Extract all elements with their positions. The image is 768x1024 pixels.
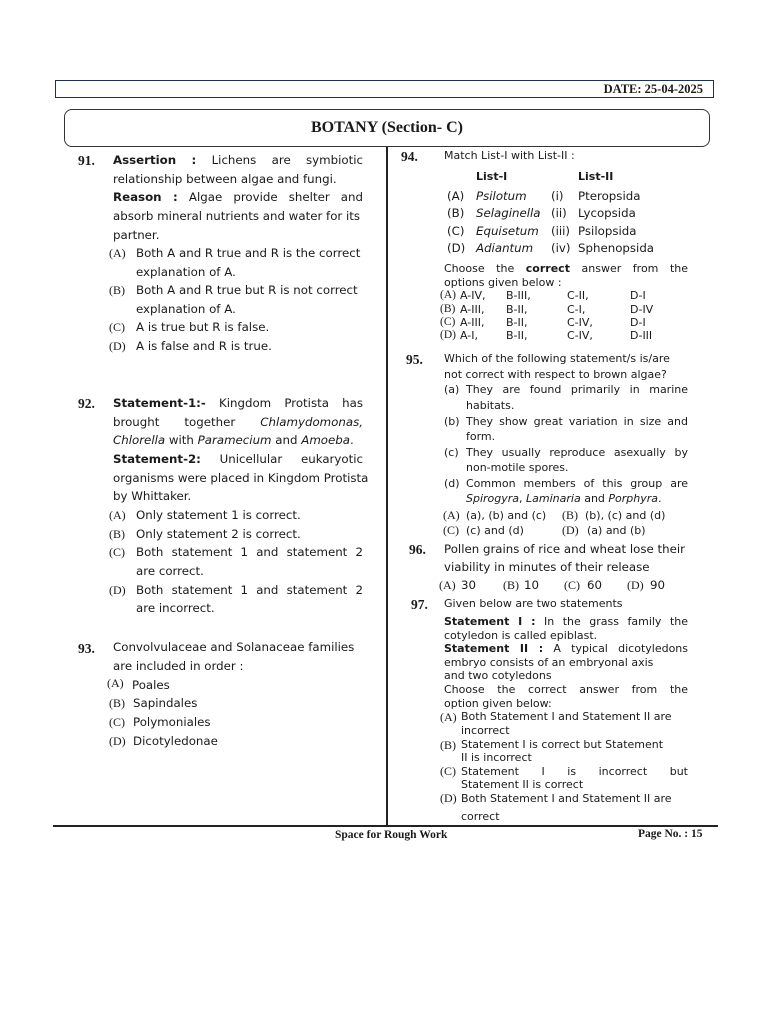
question-number: 93. <box>78 641 95 656</box>
option-text: Only statement 2 is correct. <box>136 527 301 541</box>
choose-line-1: Choose the correct answer from the <box>444 683 688 696</box>
option-text: (a) and (b) <box>587 524 646 537</box>
option-part: C-I, <box>567 303 586 316</box>
word: with <box>165 433 198 447</box>
option-label: (A) <box>440 289 456 301</box>
question-number: 91. <box>78 153 95 168</box>
option-part: C-II, <box>567 289 589 302</box>
assertion-line-1 <box>113 151 363 170</box>
column-divider <box>386 147 388 825</box>
word: and <box>271 433 302 447</box>
word: . <box>350 433 354 447</box>
option-label: (D) <box>109 339 126 353</box>
species-name: Paramecium <box>197 433 272 447</box>
choose-line-1 <box>444 262 688 276</box>
row-roman: (iii) <box>551 224 571 238</box>
question-number: 92. <box>78 396 95 411</box>
statement-2-line-1 <box>444 642 688 656</box>
choose-line-2: options given below : <box>444 276 562 289</box>
item-label: (d) <box>444 477 460 490</box>
question-number: 96. <box>409 542 426 557</box>
question-stem: Match List-I with List-II : <box>444 149 575 162</box>
item-text: Common members of this group are <box>466 477 688 490</box>
date-bar <box>55 80 714 98</box>
option-label: (D) <box>440 329 456 341</box>
question-text-line-1: Which of the following statement/s is/are <box>444 352 670 365</box>
word: Choose the <box>444 262 515 275</box>
question-number: 95. <box>406 352 423 367</box>
option-label: (D) <box>562 523 579 537</box>
option-text: 60 <box>587 578 603 592</box>
row-label: (B) <box>447 206 465 220</box>
option-part: C-IV, <box>567 329 593 342</box>
item-text-2: habitats. <box>466 399 515 412</box>
row-roman: (iv) <box>551 241 571 255</box>
option-label: (B) <box>109 283 125 297</box>
option-text: Both statement 1 and statement 2 <box>136 583 363 597</box>
row-label: (C) <box>447 224 465 238</box>
emphasis: correct <box>525 262 570 275</box>
list-1-item: Psilotum <box>476 189 527 203</box>
item-label: (c) <box>444 446 459 459</box>
statement-1-line-1 <box>444 615 688 629</box>
statement-2-label: Statement-2: <box>113 452 201 466</box>
option-part: B-II, <box>506 303 528 316</box>
statement-2-line-2: organisms were placed in Kingdom Protista <box>113 471 369 485</box>
option-text: A is true but R is false. <box>136 320 270 334</box>
statement-2-text: Unicellular eukaryotic <box>219 452 363 466</box>
option-text-2: explanation of A. <box>136 265 236 279</box>
list-2-item: Psilopsida <box>578 224 637 238</box>
option-label: (B) <box>109 527 125 541</box>
option-text: Both Statement I and Statement II are <box>461 792 672 805</box>
word: . <box>658 492 662 505</box>
species-name: Laminaria <box>526 492 581 505</box>
row-label: (D) <box>447 241 466 255</box>
question-number: 94. <box>401 149 418 164</box>
list-1-header: List-I <box>476 170 508 183</box>
option-label: (A) <box>440 710 457 724</box>
option-text-2: explanation of A. <box>136 302 236 316</box>
footer-divider <box>53 825 718 827</box>
reason-line-1 <box>113 188 363 207</box>
option-label: (B) <box>503 578 519 592</box>
option-label: (A) <box>107 676 124 690</box>
option-label: (B) <box>109 696 125 710</box>
option-label: (A) <box>109 246 126 260</box>
statement-2-line-3: and two cotyledons <box>444 669 552 682</box>
question-text-line-2: are included in order : <box>113 659 244 673</box>
question-text-line-1: Pollen grains of rice and wheat lose their <box>444 542 685 556</box>
list-2-header: List-II <box>578 170 614 183</box>
statement-1-text: Kingdom Protista has <box>218 396 363 410</box>
question-stem: Given below are two statements <box>444 597 623 610</box>
statement-1-text: In the grass family the <box>544 615 688 628</box>
word: , <box>519 492 527 505</box>
option-label: (D) <box>627 578 644 592</box>
statement-2-label: Statement II : <box>444 642 544 655</box>
option-text: A is false and R is true. <box>136 339 272 353</box>
section-title-box <box>64 109 710 147</box>
item-text-2 <box>466 492 662 506</box>
option-part: B-III, <box>506 289 531 302</box>
option-label: (C) <box>440 316 456 328</box>
option-label: (C) <box>109 545 125 559</box>
reason-line-3: partner. <box>113 228 160 242</box>
option-text-2: II is incorrect <box>461 751 532 764</box>
word: answer from the <box>581 262 689 275</box>
option-text: 30 <box>461 578 477 592</box>
option-text-2: incorrect <box>461 724 510 737</box>
option-part: D-IV <box>630 303 654 316</box>
option-text: (b), (c) and (d) <box>585 509 666 522</box>
list-1-item: Selaginella <box>476 206 541 220</box>
option-label: (C) <box>564 578 580 592</box>
reason-text: Algae provide shelter and <box>188 190 363 204</box>
option-text: Dicotyledonae <box>133 734 218 748</box>
species-name: Chlamydomonas, <box>260 415 363 429</box>
item-text: They show great variation in size and <box>466 415 688 428</box>
assertion-text: Lichens are symbiotic <box>211 153 364 167</box>
option-label: (B) <box>562 508 578 522</box>
option-part: B-II, <box>506 329 528 342</box>
option-text: Both Statement I and Statement II are <box>461 710 672 723</box>
statement-2-line-3: by Whittaker. <box>113 489 192 503</box>
option-part: A-III, <box>460 303 485 316</box>
item-label: (a) <box>444 383 460 396</box>
option-part: D-I <box>630 289 646 302</box>
row-roman: (ii) <box>551 206 567 220</box>
option-label: (C) <box>440 764 456 778</box>
option-part: D-III <box>630 329 653 342</box>
word: together <box>184 415 236 429</box>
option-text-2: Statement II is correct <box>461 778 584 791</box>
option-part: A-IV, <box>460 289 486 302</box>
page-number: Page No. : 15 <box>638 828 703 840</box>
question-text-line-2: not correct with respect to brown algae? <box>444 368 667 381</box>
item-text-2: form. <box>466 430 496 443</box>
reason-label: Reason : <box>113 190 178 204</box>
option-part: D-I <box>630 316 646 329</box>
option-text: 90 <box>650 578 666 592</box>
species-name: Amoeba <box>301 433 351 447</box>
statement-2-text: A typical dicotyledons <box>553 642 689 655</box>
option-text: (a), (b) and (c) <box>466 509 547 522</box>
statement-1-label: Statement I : <box>444 615 536 628</box>
option-text-2: are correct. <box>136 564 204 578</box>
row-roman: (i) <box>551 189 564 203</box>
option-label: (B) <box>440 303 456 315</box>
option-text: Polymoniales <box>133 715 211 729</box>
list-1-item: Equisetum <box>476 224 539 238</box>
option-text: Both A and R true but R is not correct <box>136 283 358 297</box>
option-label: (A) <box>109 508 126 522</box>
list-2-item: Lycopsida <box>578 206 636 220</box>
option-text: Statement I is incorrect but <box>461 765 688 778</box>
option-text: Statement I is correct but Statement <box>461 738 664 751</box>
section-title: BOTANY (Section- C) <box>311 119 463 136</box>
item-text: They usually reproduce asexually by <box>466 446 688 459</box>
reason-line-2: absorb mineral nutrients and water for its <box>113 209 361 223</box>
option-label: (A) <box>439 578 456 592</box>
option-text: Sapindales <box>133 696 198 710</box>
assertion-colon: : <box>191 153 197 167</box>
item-text-2: non-motile spores. <box>466 461 569 474</box>
list-1-item: Adiantum <box>476 241 534 255</box>
option-text-2: correct <box>461 810 500 823</box>
assertion-label: Assertion <box>113 153 177 167</box>
option-label: (A) <box>443 508 460 522</box>
word: and <box>580 492 609 505</box>
statement-1-line-2 <box>113 413 363 432</box>
statement-1-line-3 <box>113 431 354 450</box>
rough-work-label: Space for Rough Work <box>335 829 448 841</box>
option-label: (D) <box>440 791 457 805</box>
option-label: (C) <box>443 523 459 537</box>
option-label: (B) <box>440 738 456 752</box>
option-text: Both statement 1 and statement 2 <box>136 545 363 559</box>
date-label: DATE: 25-04-2025 <box>603 82 703 96</box>
option-text: (c) and (d) <box>466 524 524 537</box>
list-2-item: Sphenopsida <box>578 241 655 255</box>
species-name: Spirogyra <box>466 492 520 505</box>
option-part: A-III, <box>460 316 485 329</box>
option-part: B-II, <box>506 316 528 329</box>
option-part: C-IV, <box>567 316 593 329</box>
statement-1-line-1 <box>113 394 363 413</box>
option-label: (C) <box>109 715 125 729</box>
option-text: Only statement 1 is correct. <box>136 508 301 522</box>
item-text: They are found primarily in marine <box>466 383 688 396</box>
statement-1-label: Statement-1:- <box>113 396 206 410</box>
option-label: (D) <box>109 583 126 597</box>
option-text: Both A and R true and R is the correct <box>136 246 361 260</box>
question-number: 97. <box>411 597 428 612</box>
statement-1-line-2: cotyledon is called epiblast. <box>444 629 598 642</box>
assertion-line-2: relationship between algae and fungi. <box>113 172 337 186</box>
item-label: (b) <box>444 415 460 428</box>
choose-line-2: option given below: <box>444 697 552 710</box>
statement-2-line-2: embryo consists of an embryonal axis <box>444 656 654 669</box>
word: brought <box>113 415 160 429</box>
option-text: Poales <box>132 678 170 692</box>
option-label: (C) <box>109 320 125 334</box>
species-name: Porphyra <box>608 492 659 505</box>
option-text-2: are incorrect. <box>136 601 215 615</box>
species-name: Chlorella <box>113 433 166 447</box>
option-part: A-I, <box>460 329 478 342</box>
row-label: (A) <box>447 189 465 203</box>
statement-2-line-1 <box>113 450 363 469</box>
option-label: (D) <box>109 734 126 748</box>
question-text-line-1: Convolvulaceae and Solanaceae families <box>113 640 355 654</box>
option-text: 10 <box>524 578 540 592</box>
question-text-line-2: viability in minutes of their release <box>444 560 650 574</box>
list-2-item: Pteropsida <box>578 189 641 203</box>
